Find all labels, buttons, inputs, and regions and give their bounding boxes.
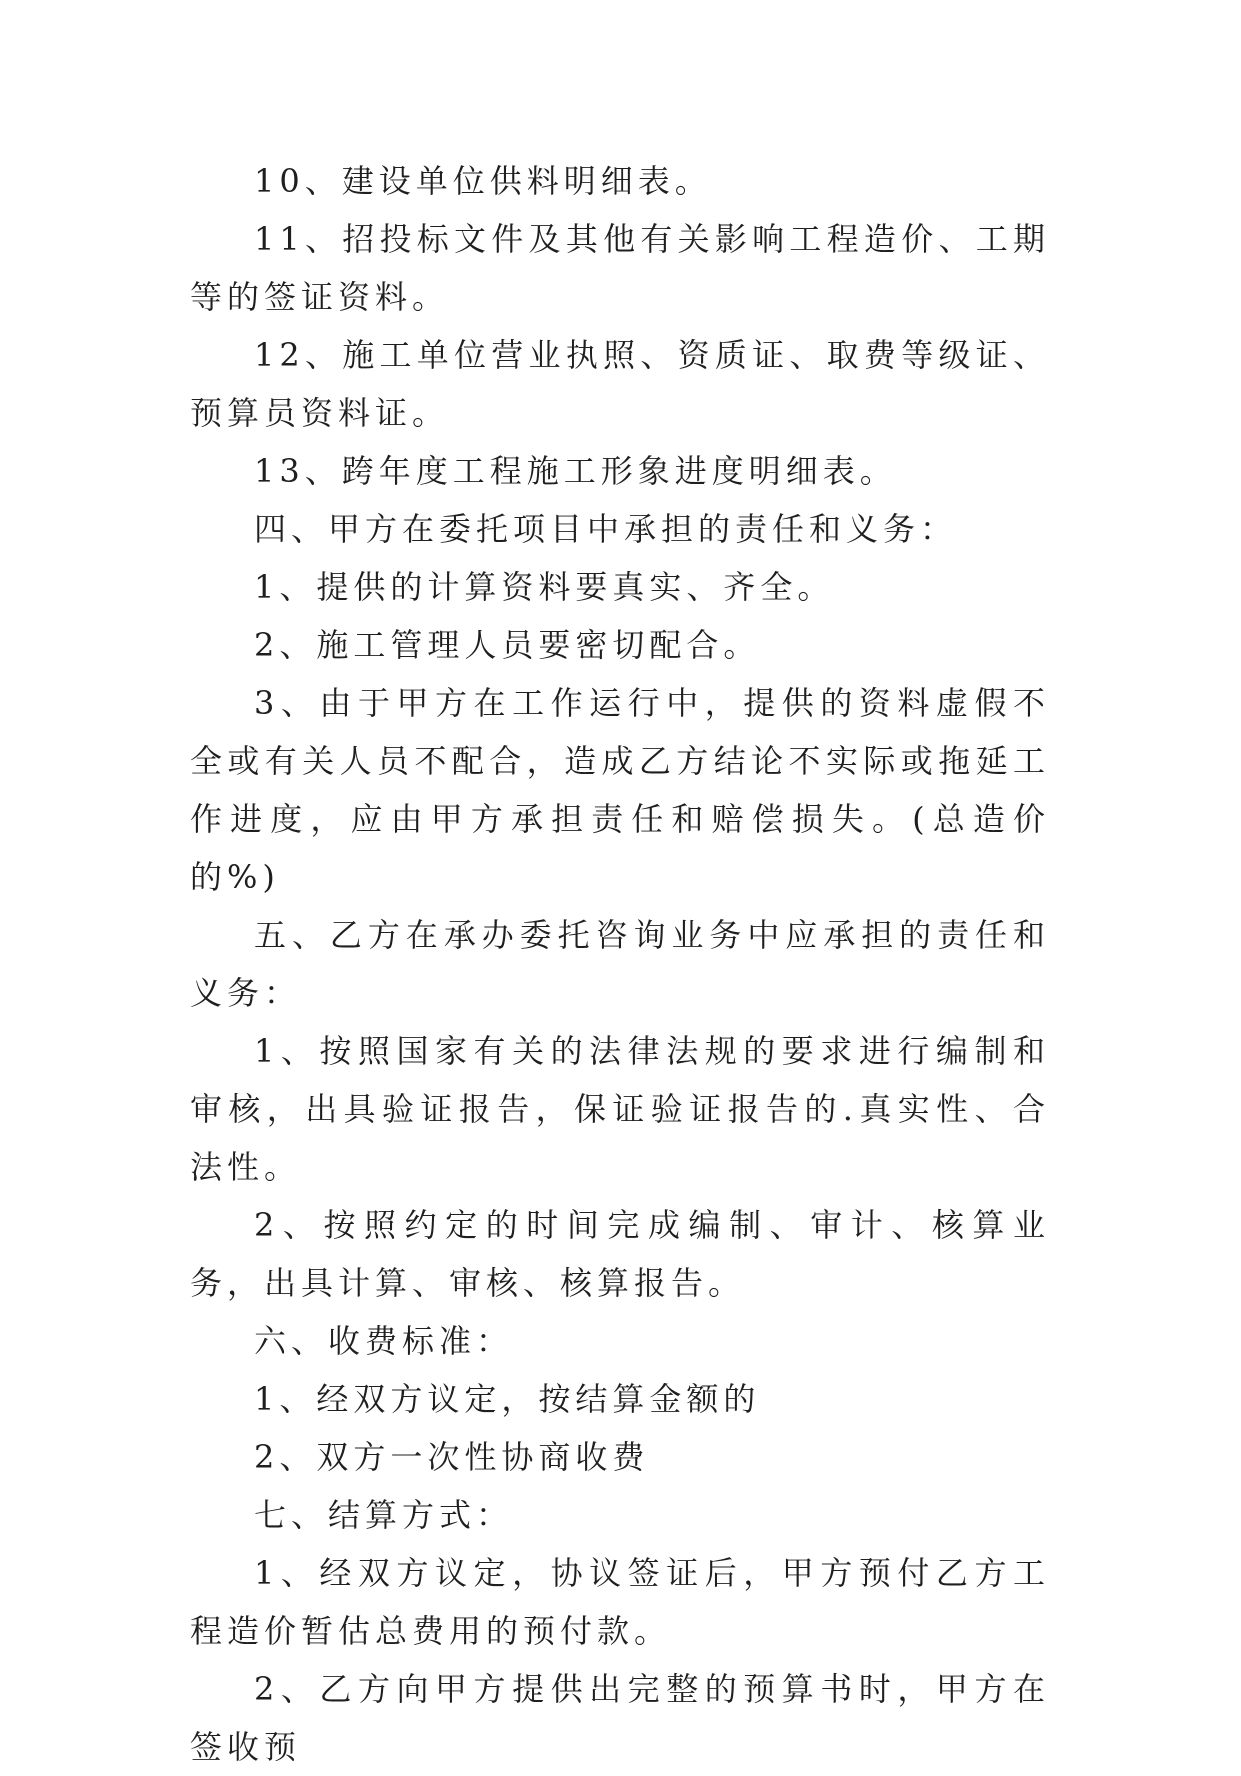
paragraph-item-11: 11、招投标文件及其他有关影响工程造价、工期等的签证资料。 (190, 220, 1050, 316)
paragraph-6-1: 1、经双方议定，按结算金额的 (254, 1380, 761, 1418)
paragraph-5-1: 1、按照国家有关的法律法规的要求进行编制和审核，出具验证报告，保证验证报告的.真实性、合法性。 (190, 1032, 1050, 1186)
paragraph-7-2: 2、乙方向甲方提供出完整的预算书时，甲方在签收预 (190, 1670, 1050, 1766)
paragraph-6-2: 2、双方一次性协商收费 (254, 1438, 650, 1476)
paragraph-4-1: 1、提供的计算资料要真实、齐全。 (254, 568, 835, 606)
section-heading-6: 六、收费标准： (254, 1322, 514, 1360)
section-heading-5: 五、乙方在承办委托咨询业务中应承担的责任和义务： (190, 916, 1050, 1012)
paragraph-item-13: 13、跨年度工程施工形象进度明细表。 (254, 452, 897, 490)
paragraph-4-2: 2、施工管理人员要密切配合。 (254, 626, 761, 664)
section-heading-7: 七、结算方式： (254, 1496, 514, 1534)
section-heading-4: 四、甲方在委托项目中承担的责任和义务： (254, 510, 958, 548)
paragraph-item-10: 10、建设单位供料明细表。 (254, 162, 712, 200)
paragraph-5-2: 2、按照约定的时间完成编制、审计、核算业务，出具计算、审核、核算报告。 (190, 1206, 1050, 1302)
paragraph-4-3: 3、由于甲方在工作运行中，提供的资料虚假不全或有关人员不配合，造成乙方结论不实际或拖延工作进度，应由甲方承担责任和赔偿损失。(总造价的%) (190, 684, 1050, 896)
paragraph-item-12: 12、施工单位营业执照、资质证、取费等级证、预算员资料证。 (190, 336, 1050, 432)
paragraph-7-1: 1、经双方议定，协议签证后，甲方预付乙方工程造价暂估总费用的预付款。 (190, 1554, 1050, 1650)
document-body (190, 152, 1050, 1776)
